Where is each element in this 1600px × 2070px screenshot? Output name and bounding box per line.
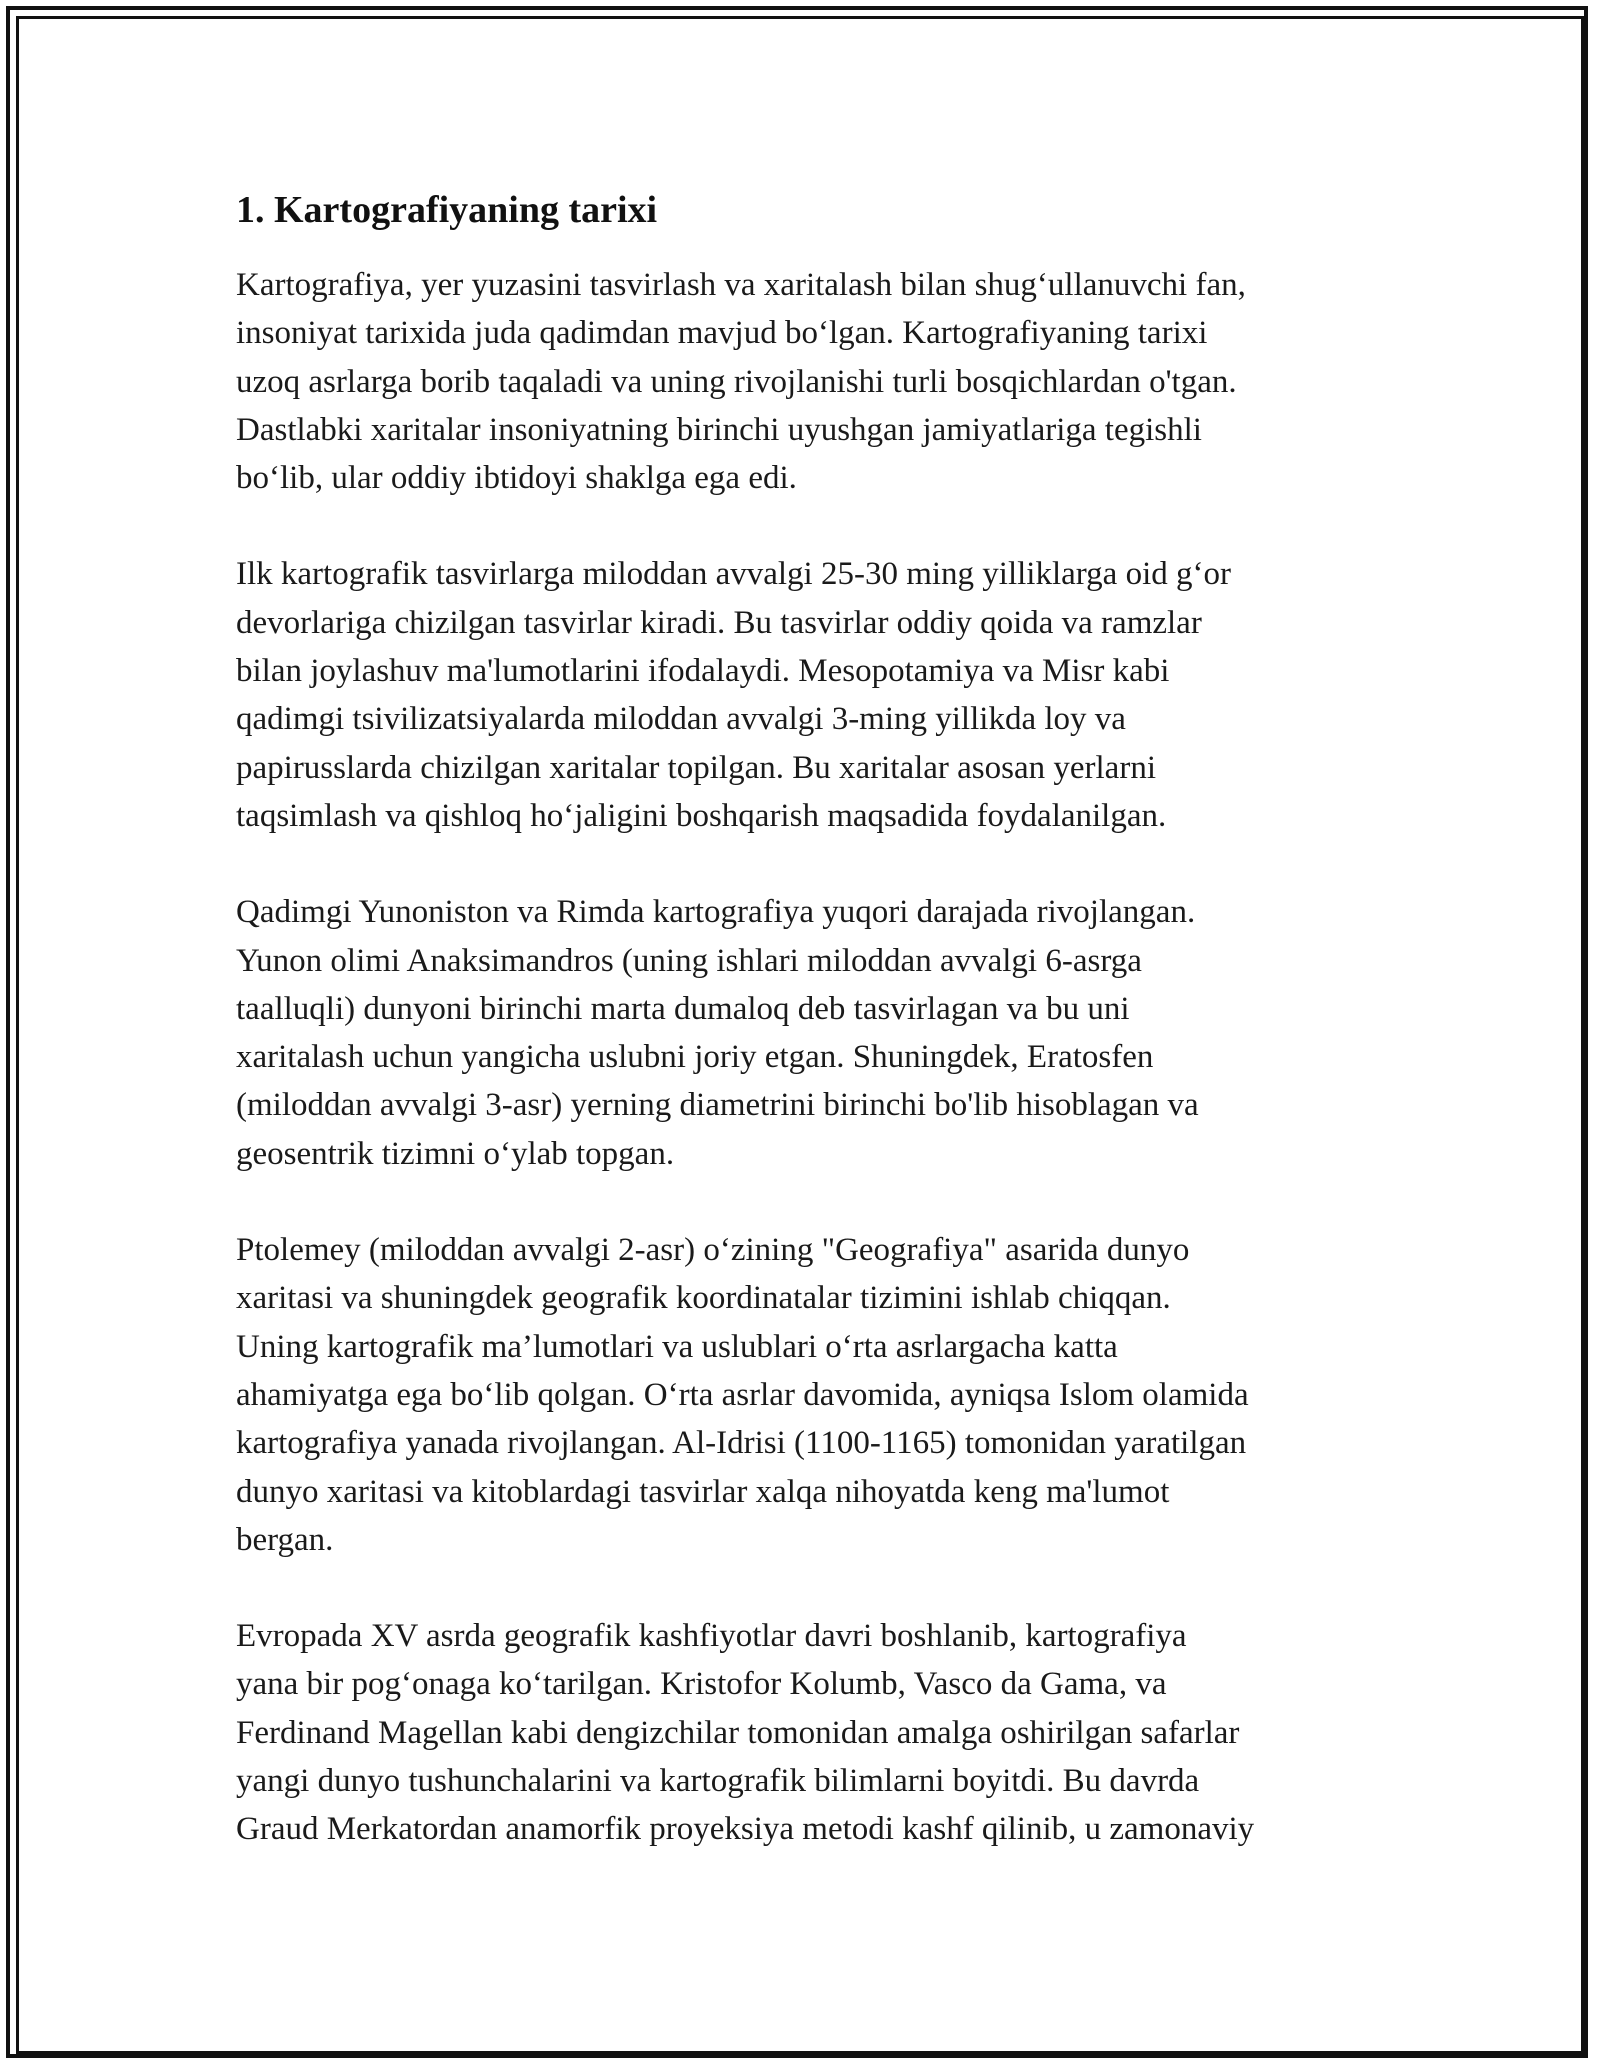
text-line: Kartografiya, yer yuzasini tasvirlash va xaritalash bilan shug‘ullanuvchi fan, [236,267,1246,303]
text-line: kartografiya yanada rivojlangan. Al-Idrisi (1100-1165) tomonidan yaratilgan [236,1425,1247,1462]
text-line: Ilk kartografik tasvirlarga miloddan avvalgi 25-30 ming yilliklarga oid g‘or [236,556,1231,593]
text-line: Ptolemey (miloddan avvalgi 2-asr) o‘zining "Geografiya" asarida dunyo [236,1232,1190,1269]
text-line: yana bir pog‘onaga ko‘tarilgan. Kristofor Kolumb, Vasco da Gama, va [236,1666,1167,1703]
text-line: Evropada XV asrda geografik kashfiyotlar davri boshlanib, kartografiya [236,1618,1187,1655]
text-line: qadimgi tsivilizatsiyalarda miloddan avvalgi 3-ming yillikda loy va [236,701,1126,738]
text-line: insoniyat tarixida juda qadimdan mavjud bo‘lgan. Kartografiyaning tarixi [236,315,1208,352]
section-title: 1. Kartografiyaning tarixi [236,189,658,231]
paragraph-4 [236,1226,1376,1564]
paragraph-3 [236,888,1376,1178]
text-line: xaritalash uchun yangicha uslubni joriy etgan. Shuningdek, Eratosfen [236,1039,1154,1076]
text-line: Ferdinand Magellan kabi dengizchilar tomonidan amalga oshirilgan safarlar [236,1714,1240,1751]
text-line: (miloddan avvalgi 3-asr) yerning diametrini birinchi bo'lib hisoblagan va [236,1087,1199,1124]
text-line: bergan. [236,1521,334,1558]
text-line: Qadimgi Yunoniston va Rimda kartografiya yuqori darajada rivojlangan. [236,894,1196,931]
text-line: taalluqli) dunyoni birinchi marta dumaloq deb tasvirlagan va bu uni [236,990,1130,1027]
text-line: Dastlabki xaritalar insoniyatning birinchi uyushgan jamiyatlariga tegishli [236,411,1202,448]
text-line: papirusslarda chizilgan xaritalar topilgan. Bu xaritalar asosan yerlarni [236,749,1156,786]
document-body [236,185,1376,1902]
text-line: bilan joylashuv ma'lumotlarini ifodalaydi. Mesopotamiya va Misr kabi [236,653,1170,690]
text-line: ahamiyatga ega bo‘lib qolgan. O‘rta asrlar davomida, ayniqsa Islom olamida [236,1376,1249,1413]
paragraph-5 [236,1612,1376,1853]
text-line: uzoq asrlarga borib taqaladi va uning rivojlanishi turli bosqichlardan o'tgan. [236,363,1237,400]
text-line: Uning kartografik ma’lumotlari va uslublari o‘rta asrlargacha katta [236,1328,1118,1365]
text-line: bo‘lib, ular oddiy ibtidoyi shaklga ega edi. [236,460,797,497]
text-line: Graud Merkatordan anamorfik proyeksiya metodi kashf qilinib, u zamonaviy [236,1811,1255,1848]
text-line: dunyo xaritasi va kitoblardagi tasvirlar xalqa nihoyatda keng ma'lumot [236,1473,1170,1510]
text-line: xaritasi va shuningdek geografik koordinatalar tizimini ishlab chiqqan. [236,1280,1171,1317]
text-line: taqsimlash va qishloq ho‘jaligini boshqarish maqsadida foydalanilgan. [236,797,1167,834]
text-line: geosentrik tizimni o‘ylab topgan. [236,1135,675,1172]
paragraph-1 [236,261,1376,502]
paragraph-2 [236,550,1376,840]
text-line: Yunon olimi Anaksimandros (uning ishlari miloddan avvalgi 6-asrga [236,942,1142,979]
text-line: yangi dunyo tushunchalarini va kartografik bilimlarni boyitdi. Bu davrda [236,1763,1200,1800]
text-line: devorlariga chizilgan tasvirlar kiradi. Bu tasvirlar oddiy qoida va ramzlar [236,604,1202,641]
